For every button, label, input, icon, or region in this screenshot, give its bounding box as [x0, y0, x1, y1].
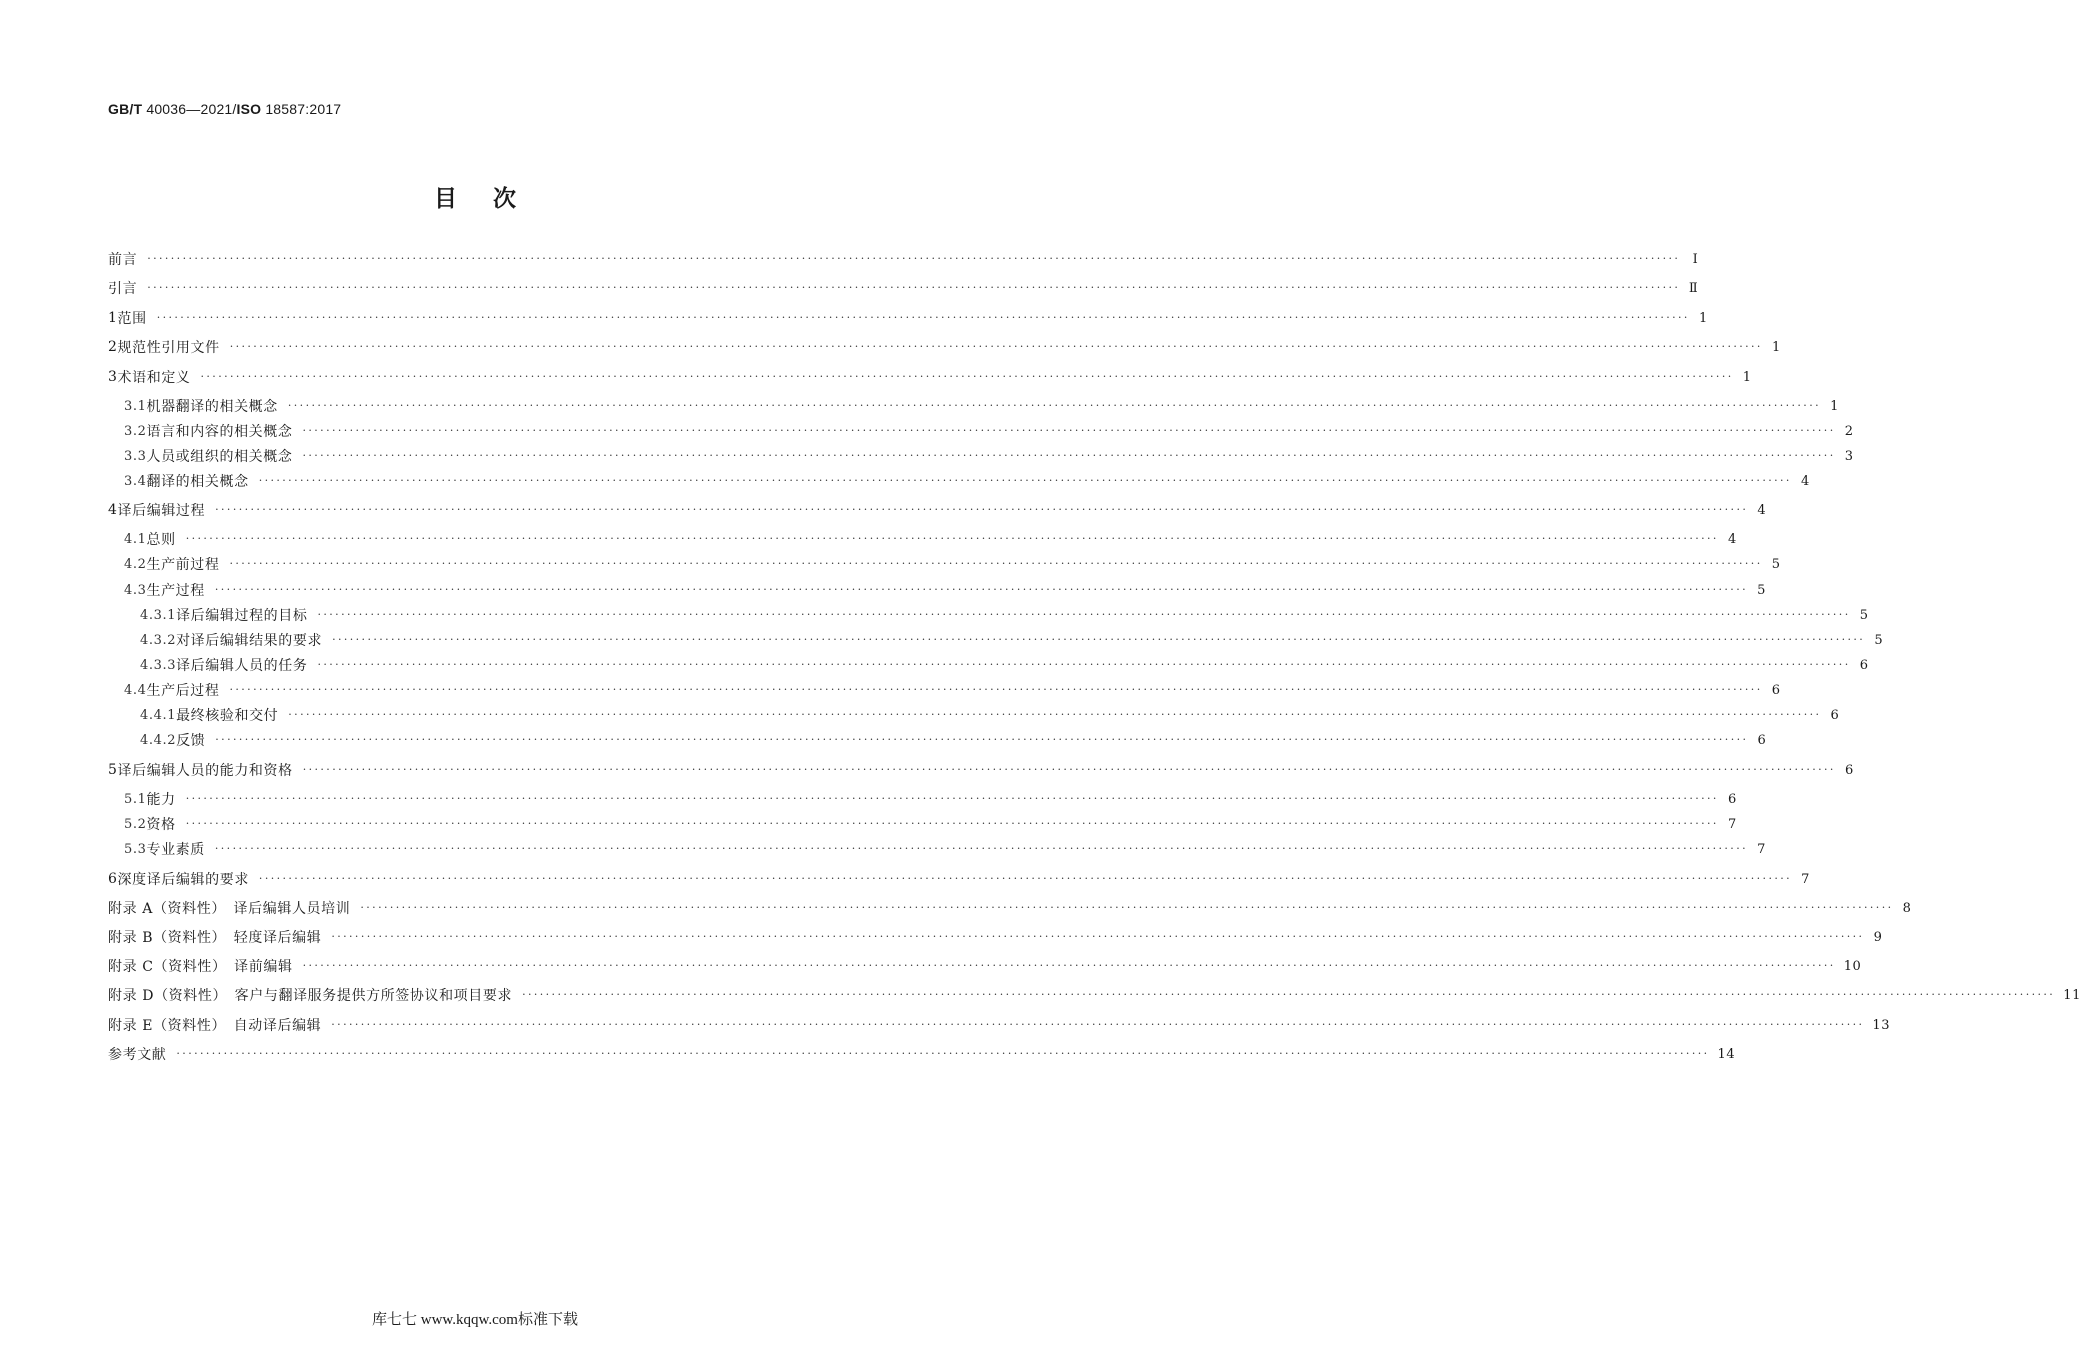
toc-entry-number: 4.3.2: [140, 632, 177, 648]
toc-leader-dots: ····································································································································································································································································: [156, 311, 1690, 324]
toc-entry-title: 译后编辑人员的任务: [176, 658, 308, 674]
toc-entry-page: 1: [1698, 310, 1708, 326]
toc-entry[interactable]: [108, 578, 1767, 602]
toc-entry-page: 1: [1830, 398, 1840, 414]
toc-entry[interactable]: [108, 444, 1854, 468]
toc-entry[interactable]: [108, 787, 1737, 811]
toc-leader-dots: ····································································································································································································································································: [522, 988, 2056, 1001]
toc-entry-title: 最终核验和交付: [176, 708, 279, 724]
toc-entry[interactable]: [108, 469, 1810, 493]
toc-entry-page: 6: [1844, 762, 1854, 778]
toc-entry-page: 10: [1843, 958, 1862, 974]
toc-entry[interactable]: [108, 896, 1912, 920]
toc-entry-number: 3.1: [124, 398, 147, 414]
toc-entry-title: 规范性引用文件: [117, 340, 220, 356]
toc-entry[interactable]: [108, 306, 1708, 330]
toc-entry-page: 6: [1757, 732, 1767, 748]
toc-entry-number: 5: [108, 762, 118, 778]
toc-entry-page: 7: [1727, 816, 1737, 832]
toc-entry-title: 对译后编辑结果的要求: [176, 633, 323, 649]
toc-entry-title: 译后编辑过程的目标: [176, 608, 308, 624]
toc-entry-number: 4: [108, 502, 118, 518]
toc-entry-title: 译后编辑人员的能力和资格: [117, 763, 293, 779]
toc-entry-page: 5: [1874, 632, 1884, 648]
toc-entry-title: 翻译的相关概念: [146, 474, 249, 490]
toc-leader-dots: ····································································································································································································································································: [332, 633, 1866, 646]
toc-entry-page: 9: [1873, 929, 1883, 945]
toc-entry-page: 7: [1757, 841, 1767, 857]
toc-entry[interactable]: [108, 552, 1781, 576]
toc-leader-dots: ····································································································································································································································································: [331, 1018, 1865, 1031]
toc-entry[interactable]: [108, 1013, 1891, 1037]
toc-entry-page: 5: [1859, 607, 1869, 623]
toc-entry-title: 机器翻译的相关概念: [146, 399, 278, 415]
toc-entry-number: 4.3.1: [140, 607, 177, 623]
toc-entry[interactable]: [108, 703, 1840, 727]
toc-entry[interactable]: [108, 365, 1752, 389]
toc-entry[interactable]: [108, 653, 1869, 677]
toc-leader-dots: ····································································································································································································································································: [229, 683, 1763, 696]
toc-entry-page: 4: [1727, 531, 1737, 547]
toc-leader-dots: ····································································································································································································································································: [287, 399, 1822, 412]
toc-entry-page: 5: [1757, 582, 1767, 598]
toc-leader-dots: ····································································································································································································································································: [302, 424, 1836, 437]
toc-entry-page: 4: [1800, 473, 1810, 489]
toc-entry-title: 范围: [117, 311, 147, 327]
toc-entry-page: 2: [1844, 423, 1854, 439]
toc-leader-dots: ····································································································································································································································································: [229, 557, 1763, 570]
toc-entry-title: 人员或组织的相关概念: [146, 449, 293, 465]
code-iso: ISO: [236, 101, 262, 117]
toc-entry-page: 3: [1844, 448, 1854, 464]
code-prefix: GB/T: [108, 101, 143, 117]
toc-entry-title: 附录 E（资料性） 自动译后编辑: [108, 1018, 322, 1034]
toc-entry-title: 附录 B（资料性） 轻度译后编辑: [108, 930, 322, 946]
toc-entry[interactable]: [108, 983, 2081, 1007]
toc-leader-dots: ····································································································································································································································································: [214, 842, 1749, 855]
toc-entry-title: 生产过程: [146, 583, 205, 599]
toc-entry-number: 1: [108, 310, 118, 326]
toc-entry-title: 语言和内容的相关概念: [146, 424, 293, 440]
toc-entry-title: 反馈: [176, 733, 206, 749]
toc-entry-page: 14: [1717, 1046, 1736, 1062]
toc-entry-page: 4: [1757, 502, 1767, 518]
toc-entry[interactable]: [108, 335, 1781, 359]
toc-leader-dots: ····································································································································································································································································: [215, 733, 1749, 746]
toc-entry-title: 能力: [146, 792, 176, 808]
toc-leader-dots: ····································································································································································································································································: [176, 1047, 1710, 1060]
toc-entry-title: 参考文献: [108, 1047, 167, 1063]
toc-leader-dots: ····································································································································································································································································: [214, 583, 1749, 596]
toc-entry-page: 11: [2063, 987, 2081, 1003]
toc-entry-title: 附录 A（资料性） 译后编辑人员培训: [108, 901, 351, 917]
toc-entry-title: 译后编辑过程: [117, 503, 206, 519]
toc-entry-page: 8: [1902, 900, 1912, 916]
toc-entry-number: 3: [108, 369, 118, 385]
toc-entry-page: 6: [1771, 682, 1781, 698]
toc-entry-page: 6: [1859, 657, 1869, 673]
code-mid: 40036—2021/: [142, 101, 237, 117]
toc-entry[interactable]: [108, 758, 1854, 782]
toc-leader-dots: ····································································································································································································································································: [258, 474, 1792, 487]
toc-leader-dots: ····································································································································································································································································: [185, 532, 1719, 545]
toc-entry[interactable]: [108, 954, 1862, 978]
toc-entry-title: 引言: [108, 281, 138, 297]
toc-entry-page: 6: [1830, 707, 1840, 723]
toc-entry[interactable]: [108, 498, 1767, 522]
toc-leader-dots: ····································································································································································································································································: [147, 281, 1681, 294]
toc-entry-page: 5: [1771, 556, 1781, 572]
page-title: 目次: [434, 186, 552, 212]
toc-entry-title: 深度译后编辑的要求: [117, 872, 249, 888]
toc-leader-dots: ····································································································································································································································································: [147, 252, 1681, 265]
footer-watermark: 库七七 www.kqqw.com标准下载: [372, 1312, 578, 1328]
toc-entry-number: 4.4.1: [140, 707, 177, 723]
toc-entry[interactable]: [108, 628, 1884, 652]
toc-entry-number: 4.1: [124, 531, 147, 547]
toc-entry-page: 7: [1801, 871, 1811, 887]
toc-entry[interactable]: [108, 419, 1854, 443]
toc-entry-page: Ⅱ: [1688, 280, 1699, 296]
toc-entry[interactable]: [108, 394, 1840, 418]
toc-entry[interactable]: [108, 1042, 1736, 1066]
code-suffix: 18587:2017: [261, 101, 342, 117]
toc-entry[interactable]: [108, 527, 1737, 551]
toc-leader-dots: ····································································································································································································································································: [185, 817, 1719, 830]
toc-entry[interactable]: [108, 276, 1699, 300]
toc-entry-number: 2: [108, 339, 118, 355]
toc-entry[interactable]: [108, 678, 1781, 702]
toc-entry-number: 5.1: [124, 791, 147, 807]
toc-entry-number: 3.3: [124, 448, 147, 464]
toc-entry[interactable]: [108, 925, 1883, 949]
toc-entry-number: 4.4: [124, 682, 147, 698]
toc-leader-dots: ····································································································································································································································································: [302, 763, 1836, 776]
toc-entry-number: 6: [108, 871, 118, 887]
toc-leader-dots: ····································································································································································································································································: [360, 901, 1894, 914]
toc-leader-dots: ····································································································································································································································································: [302, 449, 1836, 462]
toc-entry-title: 生产后过程: [146, 683, 220, 699]
toc-entry[interactable]: [108, 728, 1767, 752]
toc-entry-number: 5.2: [124, 816, 147, 832]
toc-leader-dots: ····································································································································································································································································: [288, 708, 1822, 721]
toc-leader-dots: ····································································································································································································································································: [302, 959, 1836, 972]
toc-entry-title: 术语和定义: [117, 370, 191, 386]
toc-entry[interactable]: [108, 247, 1699, 271]
toc-entry-number: 4.3: [124, 582, 147, 598]
toc-entry-page: 13: [1872, 1017, 1891, 1033]
toc-entry-number: 4.2: [124, 556, 147, 572]
toc-entry-title: 总则: [146, 532, 176, 548]
toc-leader-dots: ····································································································································································································································································: [200, 370, 1734, 383]
toc-entry[interactable]: [108, 812, 1737, 836]
toc-entry-number: 4.4.2: [140, 732, 177, 748]
toc-entry-title: 前言: [108, 252, 138, 268]
toc-entry[interactable]: [108, 837, 1767, 861]
toc-entry-page: 1: [1742, 369, 1752, 385]
toc-leader-dots: ····································································································································································································································································: [331, 930, 1865, 943]
toc-entry-number: 5.3: [124, 841, 147, 857]
toc-entry-title: 专业素质: [146, 842, 205, 858]
toc-entry-number: 4.3.3: [140, 657, 177, 673]
toc-entry[interactable]: [108, 603, 1869, 627]
toc-leader-dots: ····································································································································································································································································: [229, 340, 1763, 353]
toc-entry-page: Ⅰ: [1692, 251, 1699, 267]
toc-entry-title: 生产前过程: [146, 557, 220, 573]
toc-entry-number: 3.4: [124, 473, 147, 489]
toc-entry-title: 附录 D（资料性） 客户与翻译服务提供方所签协议和项目要求: [108, 988, 513, 1004]
toc-entry[interactable]: [108, 867, 1811, 891]
toc-entry-title: 资格: [146, 817, 176, 833]
toc-leader-dots: ····································································································································································································································································: [215, 503, 1749, 516]
toc-leader-dots: ····································································································································································································································································: [258, 872, 1793, 885]
toc-entry-title: 附录 C（资料性） 译前编辑: [108, 959, 293, 975]
toc-leader-dots: ····································································································································································································································································: [317, 608, 1851, 621]
toc-leader-dots: ····································································································································································································································································: [185, 792, 1719, 805]
standard-code: [108, 101, 341, 117]
toc-entry-page: 1: [1771, 339, 1781, 355]
toc-entry-page: 6: [1727, 791, 1737, 807]
toc-leader-dots: ····································································································································································································································································: [317, 658, 1851, 671]
toc-entry-number: 3.2: [124, 423, 147, 439]
